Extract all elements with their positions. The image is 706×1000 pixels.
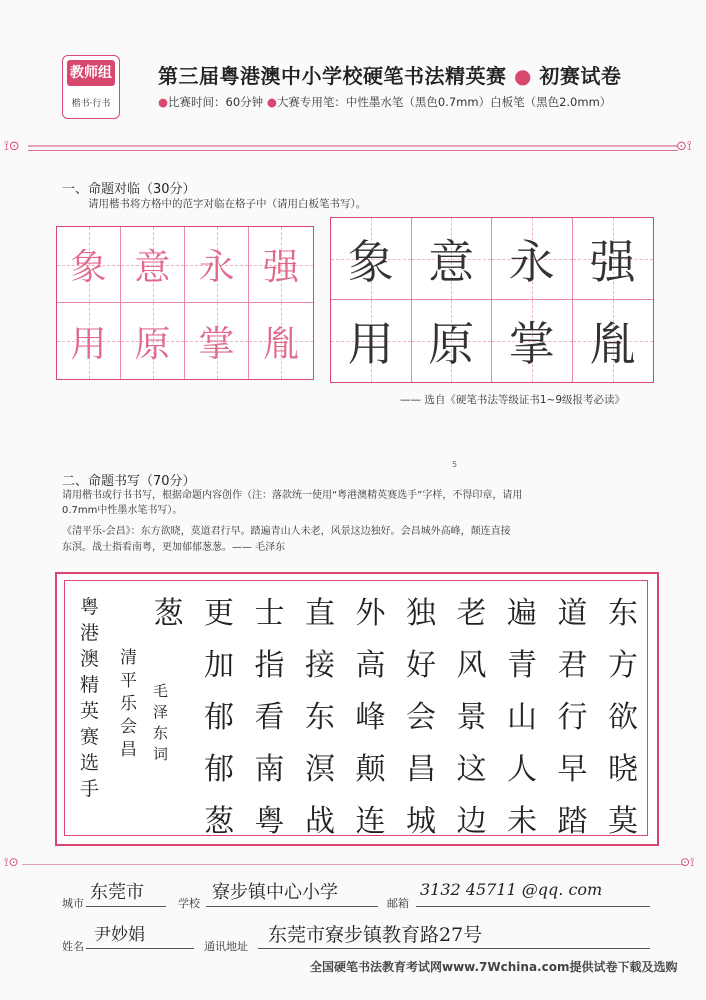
- poem-char: 城: [406, 804, 436, 839]
- right-ornament-icon: ⊙⟟: [676, 139, 692, 154]
- name-label: 姓名: [62, 940, 84, 953]
- copied-char: 掌: [508, 317, 555, 371]
- model-cell: [249, 303, 313, 379]
- model-char: 用: [70, 323, 107, 365]
- group-badge-sub: 楷书·行书: [71, 99, 111, 109]
- sig-char: 选: [80, 752, 100, 774]
- group-badge: [62, 55, 120, 119]
- sig-char: 手: [80, 778, 100, 800]
- poem-char: 踏: [557, 804, 588, 839]
- poem-char: 道: [557, 596, 588, 631]
- footer-note: 全国硬笔书法教育考试网www.7Wchina.com提供试卷下载及选购: [310, 960, 678, 974]
- poem-char: 外: [355, 596, 386, 631]
- model-char: 象: [70, 247, 107, 288]
- poem-char: 溟: [305, 752, 335, 787]
- copied-char: 原: [428, 317, 475, 371]
- poem-char: 高: [355, 648, 386, 683]
- poem-char: 欲: [608, 700, 638, 735]
- sig-char: 赛: [80, 726, 100, 748]
- sig-char: 词: [153, 745, 169, 763]
- author-signature: [153, 684, 168, 768]
- poem-column: [457, 588, 487, 848]
- section1-instruction: 请用楷书将方格中的范字对临在格子中（请用白板笔书写）。: [88, 198, 367, 210]
- copied-char: 意: [428, 234, 475, 289]
- copy-cell: [331, 218, 412, 300]
- poem-column: [356, 588, 386, 848]
- group-badge-label: 教师组: [67, 60, 115, 86]
- copy-grid: [330, 217, 654, 383]
- poem-char: 加: [204, 648, 234, 683]
- poem-column: [305, 588, 335, 848]
- sig-char: 粤: [80, 596, 100, 618]
- section1-heading: 一、命题对临（30分）: [62, 182, 196, 197]
- page-subtitle: ●比赛时间：60分钟 ●大赛专用笔：中性墨水笔（黑色0.7mm）白板笔（黑色2.0mm）: [158, 95, 612, 109]
- school-label: 学校: [178, 897, 200, 910]
- poem-char: 风: [456, 648, 487, 683]
- page-title: [158, 60, 621, 89]
- model-cell: [185, 303, 249, 379]
- model-char: 永: [198, 247, 235, 288]
- poem-char: 指: [254, 648, 285, 683]
- poem-char: 更: [204, 596, 234, 631]
- sig-char: 清: [120, 648, 137, 668]
- model-cell: [249, 227, 313, 303]
- city-label: 城市: [62, 897, 84, 910]
- poem-column: [608, 588, 638, 848]
- poem-char: 青: [507, 648, 537, 683]
- copied-char: 胤: [589, 317, 636, 371]
- model-grid: [56, 226, 314, 380]
- poem-char: 君: [557, 648, 588, 683]
- copied-char: 用: [347, 317, 394, 371]
- poem-char: 接: [305, 648, 335, 683]
- sig-char: 会: [120, 717, 137, 737]
- poem-char: 昌: [406, 752, 436, 787]
- copied-char: 永: [508, 234, 555, 289]
- poem-char: 郁: [204, 752, 234, 787]
- section2-instruction-1: 请用楷书或行书书写，根据命题内容创作（注：落款统一使用“粤港澳精英赛选手”字样，不得印章，请用: [62, 490, 523, 501]
- poem-char: 行: [557, 700, 588, 735]
- model-char: 胤: [262, 323, 299, 365]
- poem-char: 南: [254, 752, 285, 787]
- poem-char: 早: [557, 752, 588, 787]
- copy-cell: [492, 218, 573, 300]
- model-char: 原: [134, 323, 171, 365]
- poem-column: [406, 588, 436, 848]
- poem-char: 边: [456, 804, 487, 839]
- title-main: 第三届粤港澳中小学校硬笔书法精英赛: [158, 64, 507, 88]
- copied-char: 象: [347, 234, 394, 289]
- model-cell: [57, 303, 121, 379]
- poem-text-2: 东溟。战士指看南粤，更加郁郁葱葱。—— 毛泽东: [62, 542, 286, 553]
- poem-char: 这: [456, 752, 487, 787]
- city-value[interactable]: 东莞市: [90, 882, 144, 903]
- sig-char: 乐: [120, 694, 137, 714]
- copy-cell: [492, 300, 573, 382]
- sig-char: 毛: [153, 682, 169, 700]
- model-char: 强: [262, 247, 299, 288]
- poem-column: [558, 588, 588, 848]
- school-value[interactable]: 寮步镇中心小学: [212, 882, 338, 903]
- copy-cell: [412, 300, 493, 382]
- poem-char: 方: [608, 648, 638, 683]
- name-value[interactable]: 尹妙娟: [94, 925, 145, 945]
- title-dot: ●: [513, 64, 532, 88]
- model-char: 意: [134, 247, 171, 288]
- left-ornament-icon: ⟟⊙: [4, 855, 19, 869]
- section2-heading: 二、命题书写（70分）: [62, 474, 196, 489]
- poem-char: 晓: [608, 752, 638, 787]
- poem-column: [507, 588, 537, 848]
- model-cell: [57, 227, 121, 303]
- poem-char: 老: [456, 596, 487, 631]
- sig-char: 港: [80, 622, 100, 644]
- source-note: —— 选自《硬笔书法等级证书1~9级报考必读》: [400, 394, 625, 406]
- sig-char: 平: [120, 671, 137, 691]
- address-label: 通讯地址: [204, 940, 248, 953]
- email-value[interactable]: 3132 45711 @qq. com: [420, 880, 603, 899]
- poem-char: 士: [254, 596, 285, 631]
- poem-char: 会: [406, 700, 436, 735]
- model-cell: [121, 303, 185, 379]
- poem-char: 葱: [204, 804, 234, 839]
- title-tail: 初赛试卷: [539, 64, 622, 88]
- section2-instruction-2: 0.7mm中性墨水笔书写）。: [62, 505, 183, 516]
- poem-char: 独: [406, 596, 436, 631]
- poem-char: 连: [355, 804, 386, 839]
- right-ornament-icon: ⊙⟟: [680, 855, 695, 869]
- copy-cell: [573, 300, 654, 382]
- poem-char: 看: [254, 700, 285, 735]
- poem-column: [255, 588, 285, 848]
- cut-line: [0, 855, 706, 872]
- sig-char: 精: [80, 674, 100, 696]
- poem-char: 粤: [254, 804, 285, 839]
- email-label: 邮箱: [387, 897, 409, 910]
- model-cell: [121, 227, 185, 303]
- header-rule-thin: [28, 150, 678, 151]
- page-mark: 5: [452, 460, 458, 469]
- poem-char: 葱: [153, 596, 184, 631]
- sig-char: 澳: [80, 648, 100, 670]
- model-cell: [185, 227, 249, 303]
- poem-char: 人: [507, 752, 537, 787]
- poem-char: 东: [608, 596, 638, 631]
- left-ornament-icon: ⟟⊙: [4, 139, 20, 154]
- model-char: 掌: [198, 323, 235, 365]
- poem-char: 未: [507, 804, 537, 839]
- poem-char: 战: [305, 804, 335, 839]
- poem-char: 山: [507, 700, 537, 735]
- subtitle-time: 比赛时间：60分钟: [168, 95, 264, 109]
- poem-char: 直: [305, 596, 335, 631]
- poem-column: [204, 588, 234, 848]
- sig-char: 东: [153, 724, 169, 742]
- poem-title-signature: [120, 650, 137, 765]
- contestant-signature: [80, 598, 99, 806]
- sig-char: 泽: [153, 703, 169, 721]
- poem-char: 颠: [355, 752, 386, 787]
- address-value[interactable]: 东莞市寮步镇教育路27号: [268, 924, 483, 946]
- poem-char: 景: [456, 700, 487, 735]
- poem-char: 峰: [355, 700, 386, 735]
- poem-char: 郁: [204, 700, 234, 735]
- sig-char: 英: [80, 700, 100, 722]
- copy-cell: [412, 218, 493, 300]
- poem-column: [154, 588, 184, 640]
- sig-char: 昌: [120, 740, 137, 760]
- copy-cell: [331, 300, 412, 382]
- poem-char: 东: [305, 700, 335, 735]
- copy-cell: [573, 218, 654, 300]
- header-rule: [28, 145, 678, 147]
- copied-char: 强: [589, 234, 636, 289]
- subtitle-pens: 大赛专用笔：中性墨水笔（黑色0.7mm）白板笔（黑色2.0mm）: [276, 95, 612, 109]
- poem-text-1: 《清平乐-会昌》：东方欲晓，莫道君行早。踏遍青山人未老，风景这边独好。会昌城外高峰，颠连直接: [62, 526, 511, 537]
- poem-char: 好: [406, 648, 436, 683]
- poem-char: 莫: [608, 804, 638, 839]
- poem-char: 遍: [507, 596, 537, 631]
